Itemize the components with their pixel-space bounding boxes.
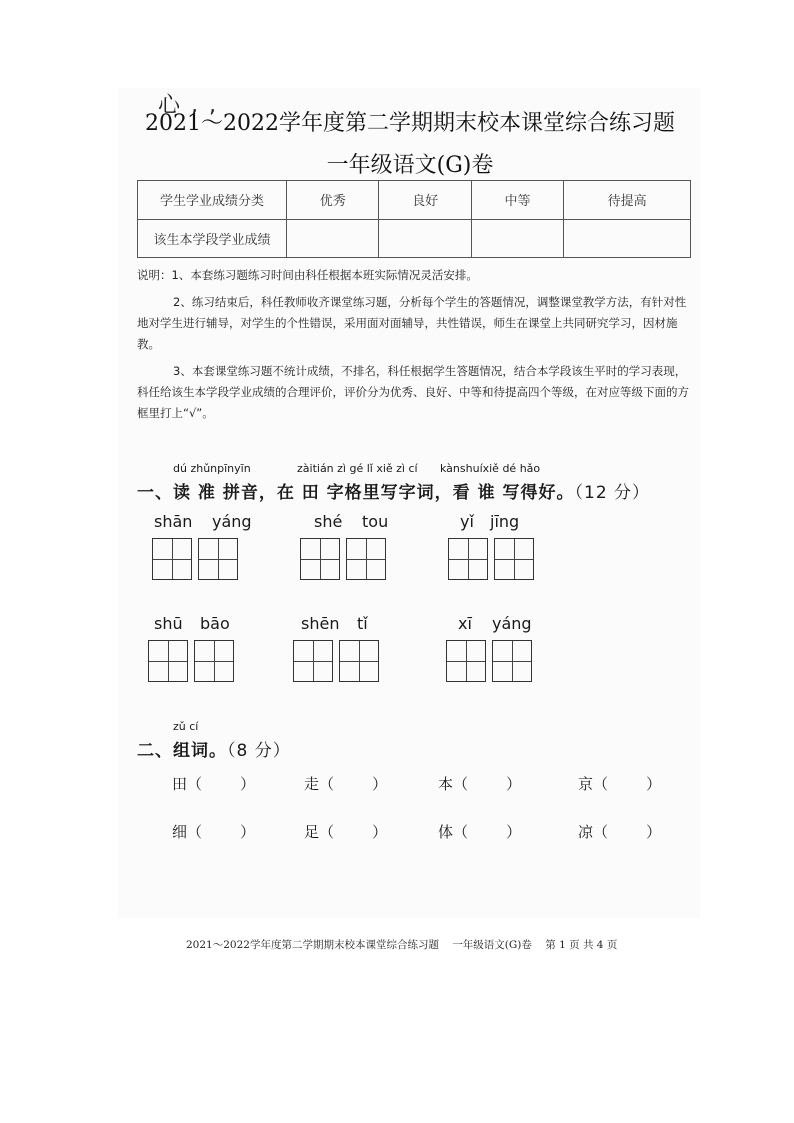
- pinyin-du-zhun: dú zhǔnpīnyīn: [173, 462, 251, 475]
- tian-grid-box[interactable]: [194, 640, 234, 682]
- pinyin-syllable: jīng: [490, 512, 520, 531]
- question-2-text: 二、组词。: [137, 741, 227, 761]
- note-1: 说明：1、本套练习题练习时间由科任根据本班实际情况灵活安排。: [137, 268, 478, 282]
- zuci-blank[interactable]: 田（ ）: [172, 775, 256, 793]
- grade-table-row-levels: [138, 181, 691, 220]
- zuci-row-2: [172, 821, 692, 845]
- word-pinyin: [152, 512, 252, 538]
- question-1-text: 一、读 准 拼音，在 田 字格里写字词，看 谁 写得好。: [137, 483, 575, 503]
- zuci-row-1: [172, 773, 692, 797]
- question-1-header: [137, 462, 697, 503]
- question-1-title: [137, 478, 697, 503]
- pinyin-kan-shui: kànshuíxiě dé hǎo: [440, 462, 541, 475]
- instructions: [137, 265, 697, 430]
- word-shen-ti: [293, 614, 393, 682]
- pinyin-syllable: tǐ: [357, 614, 368, 633]
- tian-grid-pair: [293, 640, 393, 682]
- word-yi-jing: [448, 512, 548, 580]
- mark-cell-good[interactable]: [379, 219, 471, 258]
- tian-grid-box[interactable]: [152, 538, 192, 580]
- word-pinyin: [148, 614, 248, 640]
- tian-grid-box[interactable]: [339, 640, 379, 682]
- note-3: 3、本套课堂练习题不统计成绩，不排名，科任根据学生答题情况，结合本学段该生平时的学习表现，科任给该生本学段学业成绩的合理评价，评价分为优秀、良好、中等和待提高四个等级，在对应等级下面的方框里打上“√”。: [137, 364, 689, 420]
- grade-row1-label: 学生学业成绩分类: [138, 181, 287, 220]
- word-pinyin: [300, 512, 400, 538]
- footer-subtitle: 一年级语文(G)卷: [452, 939, 532, 951]
- tian-grid-box[interactable]: [148, 640, 188, 682]
- scribble-mark: 心 , ,: [158, 93, 218, 118]
- grade-level-average: 中等: [471, 181, 563, 220]
- footer-title: 2021～2022学年度第二学期期末校本课堂综合练习题: [186, 939, 439, 951]
- tian-grid-box[interactable]: [346, 538, 386, 580]
- tian-grid-box[interactable]: [492, 640, 532, 682]
- pinyin-syllable: yáng: [492, 614, 532, 633]
- zuci-blank[interactable]: 细（ ）: [172, 823, 256, 841]
- word-pinyin: [293, 614, 393, 640]
- grade-level-good: 良好: [379, 181, 471, 220]
- grade-level-excellent: 优秀: [287, 181, 379, 220]
- pinyin-syllable: xī: [458, 614, 472, 633]
- grade-table: [137, 180, 691, 258]
- tian-grid-box[interactable]: [198, 538, 238, 580]
- question-2-header: [137, 720, 697, 761]
- tian-grid-box[interactable]: [293, 640, 333, 682]
- word-pinyin: [448, 512, 548, 538]
- pinyin-syllable: shān: [154, 512, 193, 531]
- footer-page-number: 第 1 页 共 4 页: [545, 939, 618, 951]
- word-shan-yang: [152, 512, 252, 580]
- word-she-tou: [300, 512, 400, 580]
- pinyin-syllable: shēn: [301, 614, 340, 633]
- tian-grid-box[interactable]: [494, 538, 534, 580]
- tian-grid-box[interactable]: [300, 538, 340, 580]
- word-pinyin: [446, 614, 546, 640]
- mark-cell-improve[interactable]: [564, 219, 691, 258]
- tian-grid-pair: [448, 538, 548, 580]
- question-2-title: [137, 736, 697, 761]
- grade-table-row-marks: [138, 219, 691, 258]
- tian-grid-box[interactable]: [448, 538, 488, 580]
- tian-grid-pair: [446, 640, 546, 682]
- tian-grid-pair: [148, 640, 248, 682]
- pinyin-syllable: bāo: [200, 614, 230, 633]
- tian-grid-pair: [300, 538, 400, 580]
- tian-grid-box[interactable]: [446, 640, 486, 682]
- grade-row2-label: 该生本学段学业成绩: [138, 219, 287, 258]
- pinyin-zai-tian: zàitián zì gé lǐ xiě zì cí: [297, 462, 418, 475]
- pinyin-syllable: yáng: [212, 512, 252, 531]
- pinyin-syllable: shū: [154, 614, 183, 633]
- pinyin-syllable: shé: [314, 512, 343, 531]
- tian-grid-pair: [152, 538, 252, 580]
- zuci-blank[interactable]: 体（ ）: [438, 823, 522, 841]
- pinyin-syllable: tou: [362, 512, 389, 531]
- mark-cell-excellent[interactable]: [287, 219, 379, 258]
- zuci-blank[interactable]: 京（ ）: [578, 775, 662, 793]
- grade-level-improve: 待提高: [564, 181, 691, 220]
- zuci-blank[interactable]: 本（ ）: [438, 775, 522, 793]
- note-2: 2、练习结束后，科任教师收齐课堂练习题，分析每个学生的答题情况，调整课堂教学方法，有针对性地对学生进行辅导，对学生的个性错误，采用面对面辅导，共性错误，师生在课堂上共同研究学习，因材施教。: [137, 295, 687, 351]
- question-2-pinyin: [137, 720, 697, 736]
- zuci-blank[interactable]: 走（ ）: [304, 775, 388, 793]
- word-xi-yang: [446, 614, 546, 682]
- pinyin-syllable: yǐ: [460, 512, 474, 531]
- page-title: 2021～2022学年度第二学期期末校本课堂综合练习题: [145, 111, 675, 136]
- page-footer: [186, 937, 706, 952]
- zuci-blank[interactable]: 凉（ ）: [578, 823, 662, 841]
- zuci-blank[interactable]: 足（ ）: [304, 823, 388, 841]
- word-shu-bao: [148, 614, 248, 682]
- pinyin-zu-ci: zǔ cí: [173, 720, 199, 733]
- question-2-score: （8 分）: [227, 741, 291, 761]
- page-subtitle: 一年级语文(G)卷: [326, 153, 494, 178]
- question-1-score: （12 分）: [574, 483, 651, 503]
- question-1-pinyin: [137, 462, 697, 478]
- mark-cell-average[interactable]: [471, 219, 563, 258]
